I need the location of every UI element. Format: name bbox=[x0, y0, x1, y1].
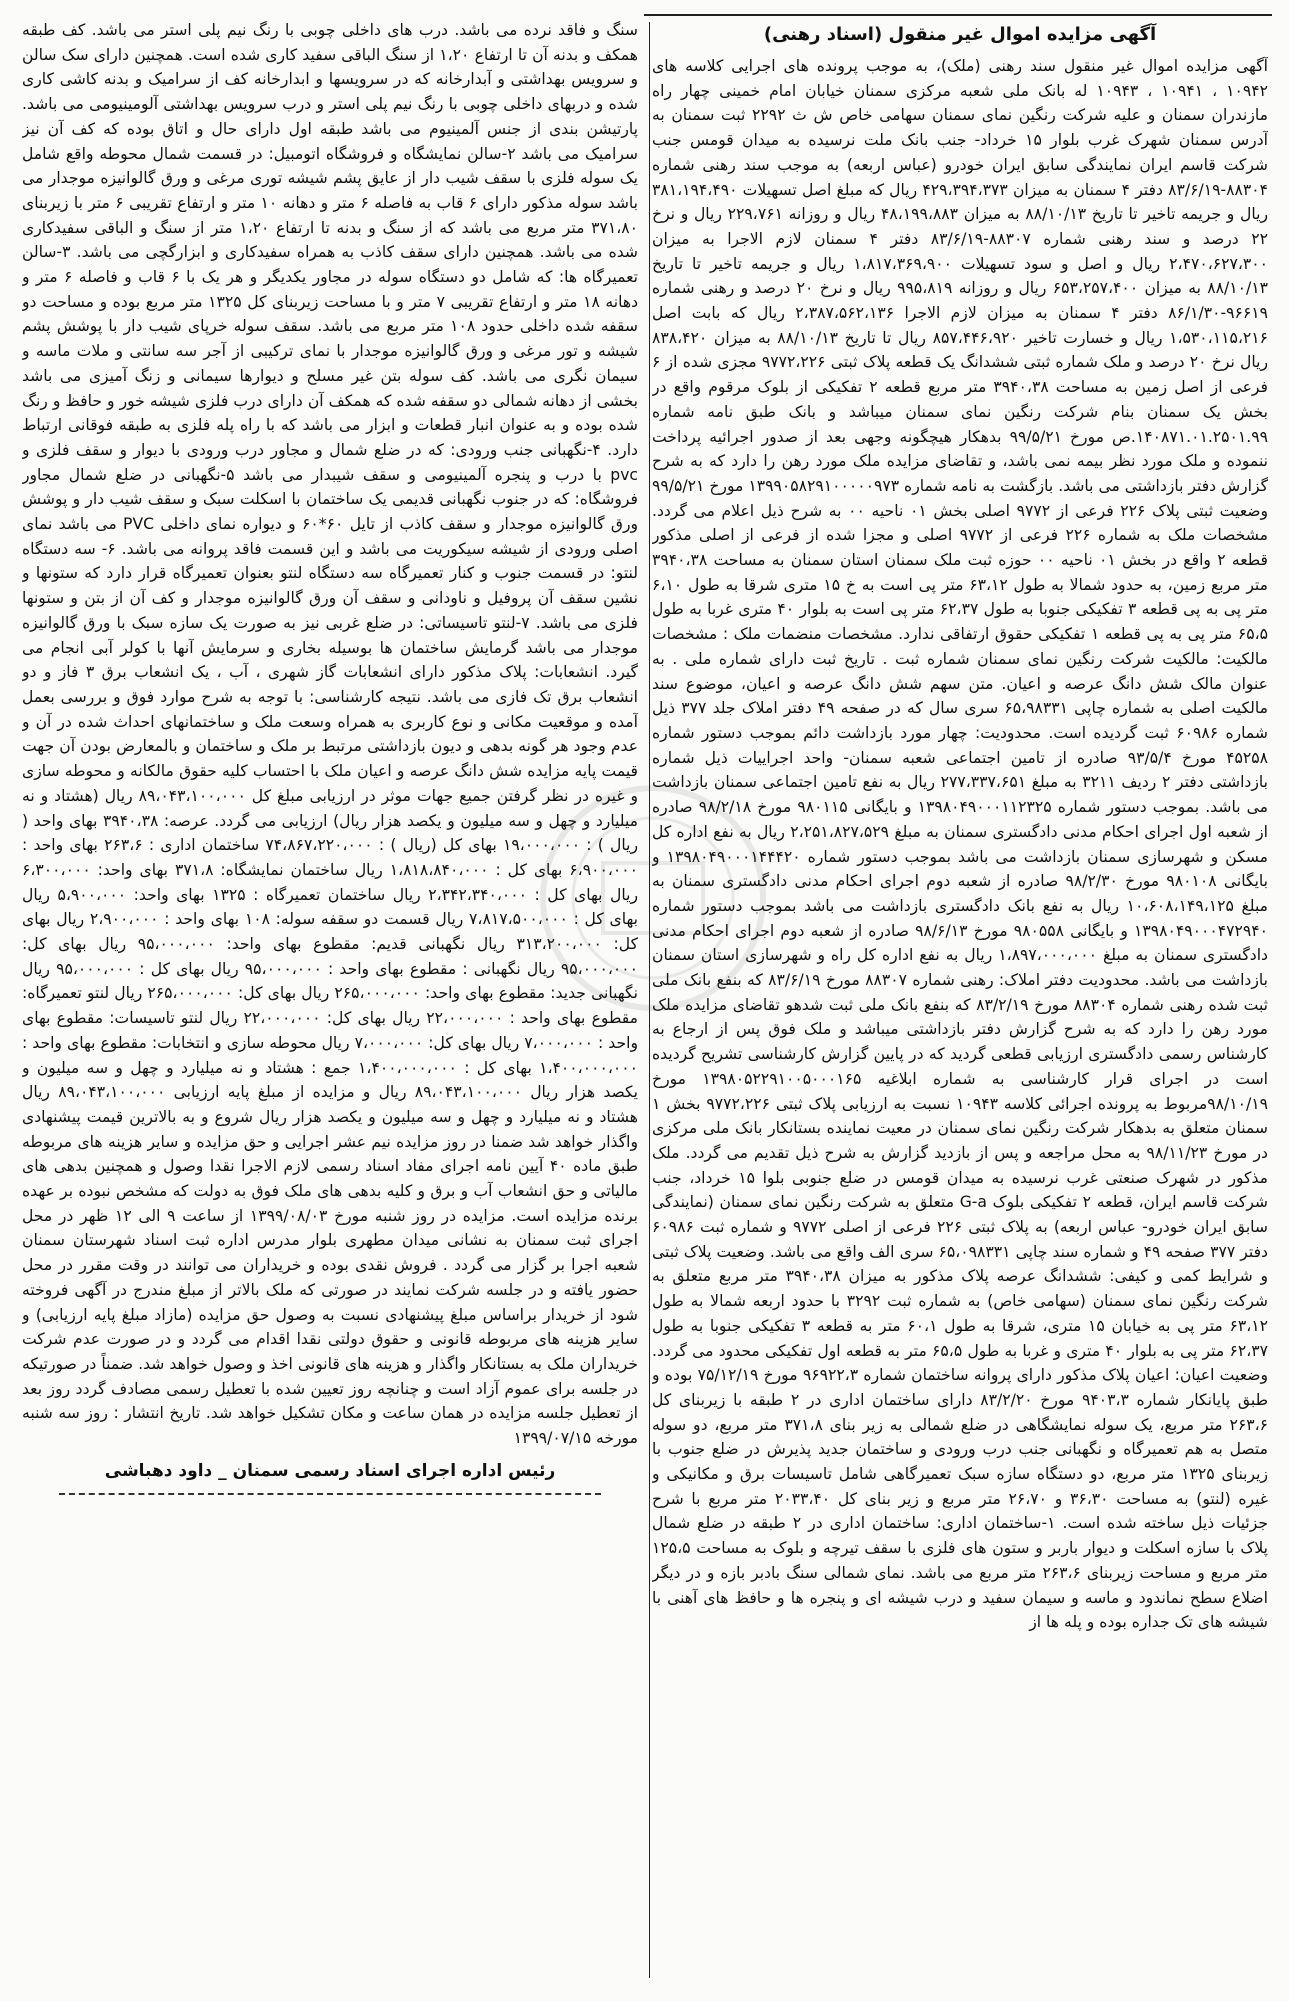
notice-body-part-2: سنگ و فاقد نرده می باشد. درب های داخلی چوبی با رنگ نیم پلی استر می باشد. کف طبقه همکف و بدنه آن تا ارتفاع ۱،۲۰ از سنگ الباقی سفید کاری شده است. همچنین دارای سک سالن و سرویس بهداشتی و آبدارخانه که در سرویسها و ابدارخانه کف از سرامیک و بدنه کاشی کاری شده و دربهای داخلی چوبی با رنگ نیم پلی استر و درب سرویس بهداشتی آلومینیومی می باشد. پارتیشن بندی از جنس آلمینیوم می باشد طبقه اول دارای حال و اتاق بوده که کف آن نیز سرامیک می باشد ۲-سالن نمایشگاه و فروشگاه اتومبیل: در قسمت شمال محوطه واقع شامل یک سوله فلزی با سقف شیب دار از عایق پشم شیشه توری مرغی و ورق گالوانیزه موجدار می باشد سوله مذکور دارای ۶ قاب به فاصله ۶ متر و دهانه ۱۰ متر و ارتفاع تقریبی ۶ متر با زیربنای ۳۷۱،۸۰ متر مربع می باشد که از سنگ و بدنه تا ارتفاع ۱،۲۰ متر از سنگ و الباقی سفیدکاری شده می باشد. همچنین دارای سقف کاذب به همراه سفیدکاری و ابزارگچی می باشد. ۳-سالن تعمیرگاه ها: که شامل دو دستگاه سوله در مجاور یکدیگر و هر یک با ۶ قاب و فاصله ۶ متر و دهانه ۱۸ متر و ارتفاع تقریبی ۷ متر و با مساحت زیربنای کل ۱۳۲۵ متر مربع بوده و مساحت دو سقفه شده داخلی حدود ۱۰۸ متر مربع می باشد. سقف سوله خرپای شیب دار با پوشش پشم شیشه و تور مرغی و ورق گالوانیزه موجدار با نمای ترکیبی از آجر سه سانتی و ملات ماسه و سیمان نگری می باشد. کف سوله بتن غیر مسلح و دیوارها سیمانی و زنگ آمیزی می باشد بخشی از دهانه شمالی دو سقفه شده که همکف آن دارای درب فلزی شیشه خور و حافظ و رنگ شده بوده و به عنوان انبار قطعات و ابزار می باشد که با راه پله فلزی به طبقه فوقانی ارتباط دارد. ۴-نگهبانی جنب ورودی: که در ضلع شمال و مجاور درب ورودی با دیوار و سقف فلزی و pvc با درب و پنجره آلمینیومی و سقف شیبدار می باشد ۵-نگهبانی در ضلع شمال مجاور فروشگاه: که در جنوب نگهبانی قدیمی یک ساختمان با اسکلت سبک و سقف شیب دار و پوشش ورق گالوانیزه موجدار و سقف کاذب از تایل ۶۰*۶۰ و دیواره نمای داخلی PVC می باشد نمای اصلی ورودی از شیشه سیکوریت می باشد و این قسمت فاقد پروانه می باشد. ۶- سه دستگاه لنتو: در قسمت جنوب و کنار تعمیرگاه سه دستگاه لنتو بعنوان تعمیرگاه قرار دارد که ستونها و نشین سقف آن پروفیل و ناودانی و سقف آن ورق گالوانیزه موجدار و کف آن از بتن و ستونها فلزی می باشد. ۷-لنتو تاسیساتی: در ضلع غربی نیز به صورت یک سازه سبک با ورق گالوانیزه موجدار می باشد گرمایش ساختمان ها بوسیله بخاری و سرمایش آنها با کولر آبی انجام می گیرد. انشعابات: پلاک مذکور دارای انشعابات گاز شهری ، آب ، یک انشعاب برق ۳ فاز و دو انشعاب برق تک فازی می باشد. نتیجه کارشناسی: با توجه به شرح موارد فوق و بررسی بعمل آمده و موقعیت مکانی و نوع کاربری به همراه وسعت ملک و ساختمانهای احداث شده در آن و عدم وجود هر گونه بدهی و دیون بازداشتی مرتبط بر ملک و ساختمان و بالمعارض بودن آن جهت قیمت پایه مزایده شش دانگ عرصه و اعیان ملک با احتساب کلیه حقوق مالکانه و محوطه سازی و غیره در نظر گرفتن جمیع جهات موثر در ارزیابی مبلغ کل ۸۹،۰۴۳،۱۰۰،۰۰۰ ریال (هشتاد و نه میلیارد و چهل و سه میلیون و یکصد هزار ریال) ارزیابی می گردد. عرصه: ۳۹۴۰،۳۸ بهای واحد ( ریال ) : ۱۹،۰۰۰،۰۰۰ بهای کل (ریال ) : ۷۴،۸۶۷،۲۲۰،۰۰۰ ساختمان اداری : ۲۶۳،۶ بهای واحد : ۶،۹۰۰،۰۰۰ بهای کل : ۱،۸۱۸،۸۴۰،۰۰۰ ریال ساختمان نمایشگاه: ۳۷۱،۸ بهای واحد: ۶،۳۰۰،۰۰۰ ریال بهای کل : ۲،۳۴۲،۳۴۰،۰۰۰ ریال ساختمان تعمیرگاه : ۱۳۲۵ بهای واحد: ۵،۹۰۰،۰۰۰ ریال بهای کل : ۷،۸۱۷،۵۰۰،۰۰۰ ریال قسمت دو سقفه سوله: ۱۰۸ بهای واحد : ۲،۹۰۰،۰۰۰ ریال بهای کل: ۳۱۳،۲۰۰،۰۰۰ ریال نگهبانی قدیم: مقطوع بهای واحد: ۹۵،۰۰۰،۰۰۰ ریال بهای کل: ۹۵،۰۰۰،۰۰۰ ریال نگهبانی : مقطوع بهای واحد : ۹۵،۰۰۰،۰۰۰ ریال بهای کل : ۹۵،۰۰۰،۰۰۰ ریال نگهبانی جدید: مقطوع بهای واحد: ۲۶۵،۰۰۰،۰۰۰ ریال بهای کل: ۲۶۵،۰۰۰،۰۰۰ ریال لنتو تعمیرگاه: مقطوع بهای واحد : ۲۲،۰۰۰،۰۰۰ ریال بهای کل: ۲۲،۰۰۰،۰۰۰ ریال لنتو تاسیسات: مقطوع بهای واحد : ۷،۰۰۰،۰۰۰ ریال بهای کل: ۷،۰۰۰،۰۰۰ ریال محوطه سازی و انتخابات: مقطوع بهای واحد : ۱،۴۰۰،۰۰۰،۰۰۰ بهای کل : ۱،۴۰۰،۰۰۰،۰۰۰ جمع : هشتاد و نه میلیارد و چهل و سه میلیون و یکصد هزار ریال ۸۹،۰۴۳،۱۰۰،۰۰۰ ریال و مزایده از مبلغ پایه ارزیابی ۸۹،۰۴۳،۱۰۰،۰۰۰ ریال هشتاد و نه میلیارد و چهل و سه میلیون و یکصد هزار ریال شروع و به بالاترین قیمت پیشنهادی واگذار خواهد شد ضمنا در روز مزایده نیم عشر اجرایی و حق مزایده و سایر هزینه های مربوطه طبق ماده ۴۰ آیین نامه اجرای مفاد اسناد رسمی لازم الاجرا نقدا وصول و همچنین بدهی های مالیاتی و حق انشعاب آب و برق و کلیه بدهی های ملک فوق به دولت که مشخص نبوده بر عهده برنده مزایده است. مزایده در روز شنبه مورخ ۱۳۹۹/۰۸/۰۳ از ساعت ۹ الی ۱۲ ظهر در محل اجرای ثبت سمنان به نشانی میدان مطهری بلوار مدرس اداره ثبت اسناد شهرستان سمنان شعبه اجرا بر گزار می گردد . فروش نقدی بوده و خریداران می توانند در وقت مقرر در محل حضور یافته و در جلسه شرکت نمایند در صورتی که ملک بالاتر از مبلغ مندرج در آگهی فروخته شود از خریدار براساس مبلغ پیشنهادی نسبت به وصول حق مزایده (مازاد مبلغ پایه ارزیابی) و سایر هزینه های مربوطه قانونی و حقوق دولتی نقدا اقدام می گردد و در صورت عدم شرکت خریداران ملک به بستانکار واگذار و هزینه های قانونی اخذ و وصول خواهد شد. ضمناً در صورتیکه در جلسه برای عموم آزاد است و چنانچه روز تعیین شده با تعطیل رسمی مصادف گردد روز بعد از تعطیل جلسه مزایده در همان ساعت و مکان تشکیل خواهد شد. تاریخ انتشار : روز سه شنبه مورخه ۱۳۹۹/۰۷/۱۵ bbox=[22, 21, 638, 1448]
column-divider bbox=[649, 22, 650, 1978]
notice-signature: رئیس اداره اجرای اسناد رسمی سمنان _ داود دهباشی bbox=[104, 1460, 556, 1481]
notice-frame bbox=[8, 8, 1278, 1992]
notice-body-part-1: آگهی مزایده اموال غیر منقول سند رهنی (ملک)، به موجب پرونده های اجرایی کلاسه های ۱۰۹۴۲ ، ۱۰۹۴۱ ، ۱۰۹۴۳ له بانک ملی شعبه مرکزی سمنان خیابان امام خمینی چهار راه مازندران سمنان و علیه شرکت رنگین نمای سمنان سهامی خاص ش ث ۲۲۹۲ ثبت سمنان به آدرس سمنان شهرک غرب بلوار ۱۵ خرداد- جنب بانک ملت نرسیده به میدان قومس جنب شرکت قاسم ایران نمایندگی سابق ایران خودرو (عباس اربعه) به موجب سند رهنی شماره ۸۸۳۰۴-۸۳/۶/۱۹ دفتر ۴ سمنان به میزان ۴۲۹،۳۹۴،۳۷۳ ریال که مبلغ اصل تسهیلات ۳۸۱،۱۹۴،۴۹۰ ریال و جریمه تاخیر تا تاریخ ۸۸/۱۰/۱۳ به میزان ۴۸،۱۹۹،۸۸۳ ریال و روزانه ۲۲۹،۷۶۱ ریال و نرخ ۲۲ درصد و سند رهنی شماره ۸۸۳۰۷-۸۳/۶/۱۹ دفتر ۴ سمنان لازم الاجرا به میزان ۲،۴۷۰،۶۲۷،۳۰۰ ریال و اصل و سود تسهیلات ۱،۸۱۷،۳۶۹،۹۰۰ ریال و جریمه تاخیر تا تاریخ ۸۸/۱۰/۱۳ به میزان ۶۵۳،۲۵۷،۴۰۰ ریال و روزانه ۹۹۵،۸۱۹ ریال و نرخ ۲۰ درصد و رهنی شماره ۹۶۶۱۹-۸۶/۱/۳۰ دفتر ۴ سمنان به میزان لازم الاجرا ۲،۳۸۷،۵۶۲،۱۳۶ ریال که بابت اصل ۱،۵۳۰،۱۱۵،۲۱۶ ریال و خسارت تاخیر ۸۵۷،۴۴۶،۹۲۰ ریال تا تاریخ ۸۸/۱۰/۱۳ به میزان ۸۳۸،۴۲۰ ریال نرخ ۲۰ درصد و ملک شماره ثبتی ششدانگ یک قطعه پلاک ثبتی ۹۷۷۲،۲۲۶ مجزی شده از ۶ فرعی از اصل زمین به مساحت ۳۹۴۰،۳۸ متر مربع قطعه ۲ تفکیکی از بلوک مرقوم واقع در بخش یک سمنان بنام شرکت رنگین نمای سمنان میباشد و بانک طبق نامه شماره ۱۴۰۸۷۱.۰۱.۲۵۰۱.۹۹.ص مورخ ۹۹/۵/۲۱ بدهکار هیچگونه وجهی بعد از صدور اجرائیه پرداخت ننموده و ملک مورد نظر بیمه نمی باشد، و تقاضای مزایده ملک مورد رهن را دارد که به شرح گزارش دفتر بازداشتی می باشد. بازگشت به نامه شماره ۱۳۹۹۰۵۸۲۹۱۰۰۰۰۰۹۷۳ مورخ ۹۹/۵/۲۱ وضعیت ثبتی پلاک ۲۲۶ فرعی از ۹۷۷۲ اصلی بخش ۰۱ ناحیه ۰۰ به شرح ذیل اعلام می گردد. مشخصات ملک به شماره ۲۲۶ فرعی از ۹۷۷۲ اصلی و مجزا شده از فرعی از اصلی مذکور قطعه ۲ واقع در بخش ۰۱ ناحیه ۰۰ حوزه ثبت ملک سمنان استان سمنان به مساحت ۳۹۴۰،۳۸ متر مربع زمین، به حدود شمالا به طول ۶۳،۱۲ متر پی است به خ ۱۵ متری شرقا به طول ۶،۱۰ متر پی به پی قطعه ۳ تفکیکی جنوبا به طول ۶۲،۳۷ متر پی است به بلوار ۴۰ متری غربا به طول ۶۵،۵ متر پی به پی قطعه ۱ تفکیکی حقوق ارتفاقی ندارد. مشخصات منضمات ملک : مشخصات مالکیت: مالکیت شرکت رنگین نمای سمنان شماره ثبت . تاریخ ثبت دارای شماره ملی . به عنوان مالک شش دانگ عرصه و اعیان. متن سهم شش دانگ عرصه و اعیان، موضوع سند مالکیت اصلی به شماره چاپی ۶۵،۹۸۳۳۱ سری سال که در صفحه ۴۹ دفتر املاک جلد ۳۷۷ ذیل شماره ۶۰۹۸۶ ثبت گردیده است. محدودیت: چهار مورد بازداشت دائم بموجب دستور شماره ۴۵۲۵۸ مورخ ۹۳/۵/۴ صادره از تامین اجتماعی شعبه سمنان- واحد اجراییات ذیل شماره بازداشتی دفتر ۲ ردیف ۳۲۱۱ به مبلغ ۲۷۷،۳۳۷،۶۵۱ ریال به نفع تامین اجتماعی سمنان بازداشت می باشد. بموجب دستور شماره ۱۳۹۸۰۴۹۰۰۰۱۱۲۳۲۵ و بایگانی ۹۸۰۱۱۵ مورخ ۹۸/۲/۱۸ صادره از شعبه اول اجرای احکام مدنی دادگستری سمنان به مبلغ ۲،۲۵۱،۸۲۷،۵۲۹ ریال به نفع اداره کل مسکن و شهرسازی سمنان بازداشت می باشد بموجب دستور شماره ۱۳۹۸۰۴۹۰۰۰۱۴۴۴۲۰ و بایگانی ۹۸۰۱۰۸ مورخ ۹۸/۲/۳۰ صادره از شعبه دوم اجرای احکام مدنی دادگستری سمنان به مبلغ ۱۰،۶۰۸،۱۴۹،۱۲۵ ریال به نفع بانک دادگستری بازداشت می باشد بموجب دستور شماره ۱۳۹۸۰۴۹۰۰۰۴۷۲۹۴۰ و بایگانی ۹۸۰۵۵۸ مورخ ۹۸/۶/۱۳ صادره از شعبه دوم اجرای احکام مدنی دادگستری سمنان به مبلغ ۱،۸۹۷،۰۰۰،۰۰۰ ریال به نفع اداره کل راه و شهرسازی استان سمنان بازداشت می باشد. محدودیت دفتر املاک: رهنی شماره ۸۸۳۰۷ مورخ ۸۳/۶/۱۹ که بنفع بانک ملی ثبت شده رهنی شماره ۸۸۳۰۴ مورخ ۸۳/۲/۱۹ که بنفع بانک ملی ثبت شدهو تقاضای مزایده ملک مورد رهن را دارد که به شرح گزارش دفتر بازداشتی میباشد و ملک فوق پس از ارجاع به کارشناس رسمی دادگستری ارزیابی قطعی گردید که در پایین گزارش کارشناسی تشریح گردیده است در اجرای قرار کارشناسی به شماره ابلاغیه ۱۳۹۸۰۵۲۲۹۱۰۰۵۰۰۰۱۶۵ مورخ ۹۸/۱۰/۱۹مربوط به پرونده اجرائی کلاسه ۱۰۹۴۳ نسبت به ارزیابی پلاک ثبتی ۹۷۷۲،۲۲۶ بخش ۱ سمنان متعلق به بدهکار شرکت رنگین نمای سمنان در معیت نماینده بستانکار بانک ملی مرکزی در مورخ ۹۸/۱۱/۲۳ به محل مراجعه و پس از بازدید گزارش به شرح ذیل تقدیم می گردد. ملک مذکور در شهرک صنعتی غرب نرسیده به میدان قومس در ضلع جنوبی بلوا ۱۵ خرداد، جنب شرکت قاسم ایران، قطعه ۲ تفکیکی بلوک G-a متعلق به شرکت رنگین نمای سمنان (نمایندگی سابق ایران خودرو- عباس اربعه) به پلاک ثبتی ۲۲۶ فرعی از اصلی ۹۷۷۲ و شماره ثبت ۶۰۹۸۶ دفتر ۳۷۷ صفحه ۴۹ و شماره سند چاپی ۶۵،۰۹۸۳۳۱ سری الف واقع می باشد. وضعیت پلاک ثبتی و شرایط کمی و کیفی: ششدانگ عرصه پلاک مذکور به میزان ۳۹۴۰،۳۸ متر مربع متعلق به شرکت رنگین نمای سمنان (سهامی خاص) به شماره ثبت ۳۲۹۲ با حدود اربعه شمالا به طول ۶۳،۱۲ متر پی به خیابان ۱۵ متری، شرقا به طول ۶۰،۱ متر به قطعه ۳ تفکیکی جنوبا به طول ۶۲،۳۷ متر پی به بلوار ۴۰ متری و غربا به طول ۶۵،۵ متر به قطعه اول تفکیکی محدود می گردد. وضعیت اعیان: اعیان پلاک مذکور دارای پروانه ساختمان شماره ۹۶۹۲۲،۳ مورخ ۷۵/۱۲/۱۹ بوده و طبق پایانکار شماره ۹۴۰۳،۳ مورخ ۸۳/۲/۲۰ دارای ساختمان اداری در ۲ طبقه با زیربنای کل ۲۶۳،۶ متر مربع، یک سوله نمایشگاهی در ضلع شمالی به زیر بنای ۳۷۱،۸ متر مربع، دو سوله متصل به هم تعمیرگاه و نگهبانی جنب درب ورودی و ساختمان جدید پذیرش در ضلع جنوب با زیربنای ۱۳۲۵ متر مربع، دو دستگاه سازه سبک تعمیرگاهی شامل تاسیسات برق و مکانیکی و غیره (لنتو) به مساحت ۳۶،۳۰ و ۲۶،۷۰ متر مربع و زیر بنای کل ۲۰۳۳،۴۰ متر مربع با شرح جزئیات ذیل ساخته شده است. ۱-ساختمان اداری: ساختمان اداری در ۲ طبقه در ضلع شمال پلاک با سازه اسکلت و دیوار باربر و ستون های فلزی با سقف تیرچه و بلوک به مساحت ۱۲۵،۵ متر مربع و مساحت زیربنای ۲۶۳،۶ متر مربع می باشد. نمای شمالی سنگ بادبر بازه و در دیگر اضلاع سطح نماندود و ماسه و سیمان سفید و درب شیشه ای و پنجره ها و حافظ های آهنی با شیشه های تک جداره بوده و پله ها از bbox=[652, 57, 1268, 1632]
notice-end-rule bbox=[59, 1493, 601, 1495]
notice-left-column bbox=[22, 18, 638, 1982]
notice-top-rule bbox=[644, 14, 1272, 16]
notice-right-column bbox=[652, 18, 1268, 1982]
notice-title: آگهی مزایده اموال غیر منقول (اسناد رهنی) bbox=[763, 24, 1157, 45]
